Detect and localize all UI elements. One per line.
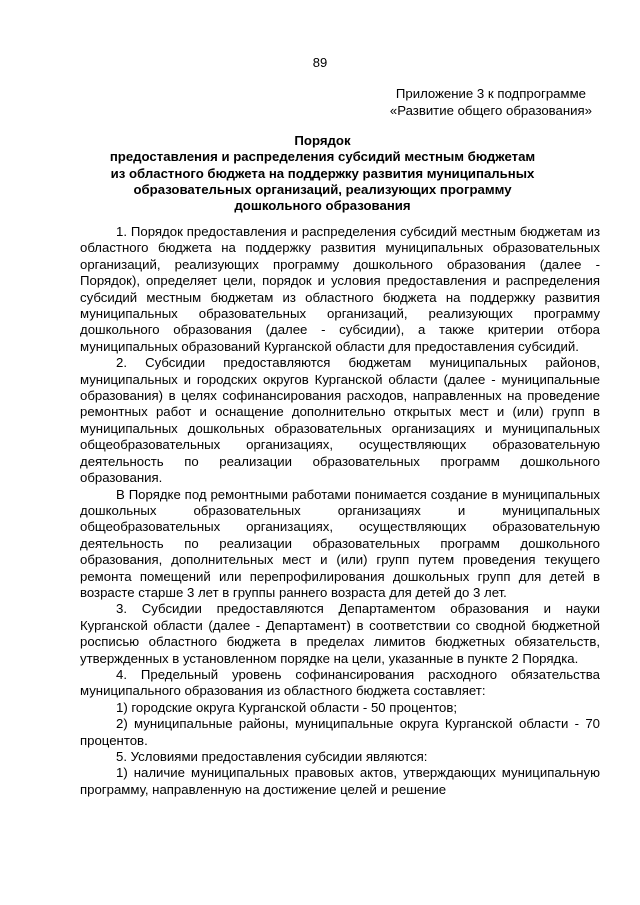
appendix-note: [390, 86, 592, 119]
title-line-3: из областного бюджета на поддержку развития муниципальных: [110, 165, 535, 181]
title-line-1: Порядок: [294, 133, 351, 148]
document-body: [80, 224, 600, 798]
paragraph-1: 1. Порядок предоставления и распределения субсидий местным бюджетам из областного бюджета на поддержку развития муниципальных образовательных организаций, реализующих программу дошкольного образования (далее - Порядок), определяет цели, порядок и условия предоставления и распределения субсидий местным бюджетам из областного бюджета на поддержку развития муниципальных образовательных организаций, реализующих программу дошкольного образования (далее - субсидии), а также критерии отбора муниципальных образований Курганской области для предоставления субсидий.: [80, 224, 600, 354]
title-line-2: предоставления и распределения субсидий местным бюджетам: [109, 149, 536, 165]
appendix-line-1: Приложение 3 к подпрограмме: [395, 86, 586, 101]
paragraph-4: 3. Субсидии предоставляются Департаментом образования и науки Курганской области (далее - Департамент) в соответствии со сводной бюджетной росписью областного бюджета в пределах лимитов бюджетных обязательств, утвержденных в установленном порядке на цели, указанные в пункте 2 Порядка.: [80, 601, 600, 666]
title-line-5: дошкольного образования: [234, 198, 411, 214]
page-number: 89: [312, 55, 328, 70]
paragraph-6: 1) городские округа Курганской области - 50 процентов;: [116, 699, 458, 715]
paragraph-2: 2. Субсидии предоставляются бюджетам муниципальных районов, муниципальных и городских округов Курганской области (далее - муниципальные образования) в целях софинансирования расходов, направленных на проведение ремонтных работ и оснащение дополнительно открытых мест и (или) групп в муниципальных дошкольных образовательных организациях и муниципальных общеобразовательных организациях, осуществляющих образовательную деятельность по реализации образовательных программ дошкольного образования.: [80, 355, 600, 486]
paragraph-7: 2) муниципальные районы, муниципальные округа Курганской области - 70 процентов.: [80, 716, 600, 748]
paragraph-8: 5. Условиями предоставления субсидии являются:: [116, 749, 428, 764]
paragraph-9: 1) наличие муниципальных правовых актов, утверждающих муниципальную программу, направленную на достижение целей и решение: [80, 765, 600, 797]
appendix-line-2: «Развитие общего образования»: [389, 102, 592, 118]
title-line-4: образовательных организаций, реализующих программу: [133, 181, 512, 197]
paragraph-5: 4. Предельный уровень софинансирования расходного обязательства муниципального образования из областного бюджета составляет:: [80, 666, 600, 699]
document-title: [80, 133, 565, 214]
paragraph-3: В Порядке под ремонтными работами понимается создание в муниципальных дошкольных образовательных организациях и муниципальных общеобразовательных организациях, осуществляющих образовательную деятельность по реализации образовательных программ дошкольного образования, дополнительных мест и (или) групп путем проведения текущего ремонта помещений или перепрофилирования дошкольных групп для детей в возрасте старше 3 лет в группы раннего возраста для детей до 3 лет.: [80, 486, 600, 600]
